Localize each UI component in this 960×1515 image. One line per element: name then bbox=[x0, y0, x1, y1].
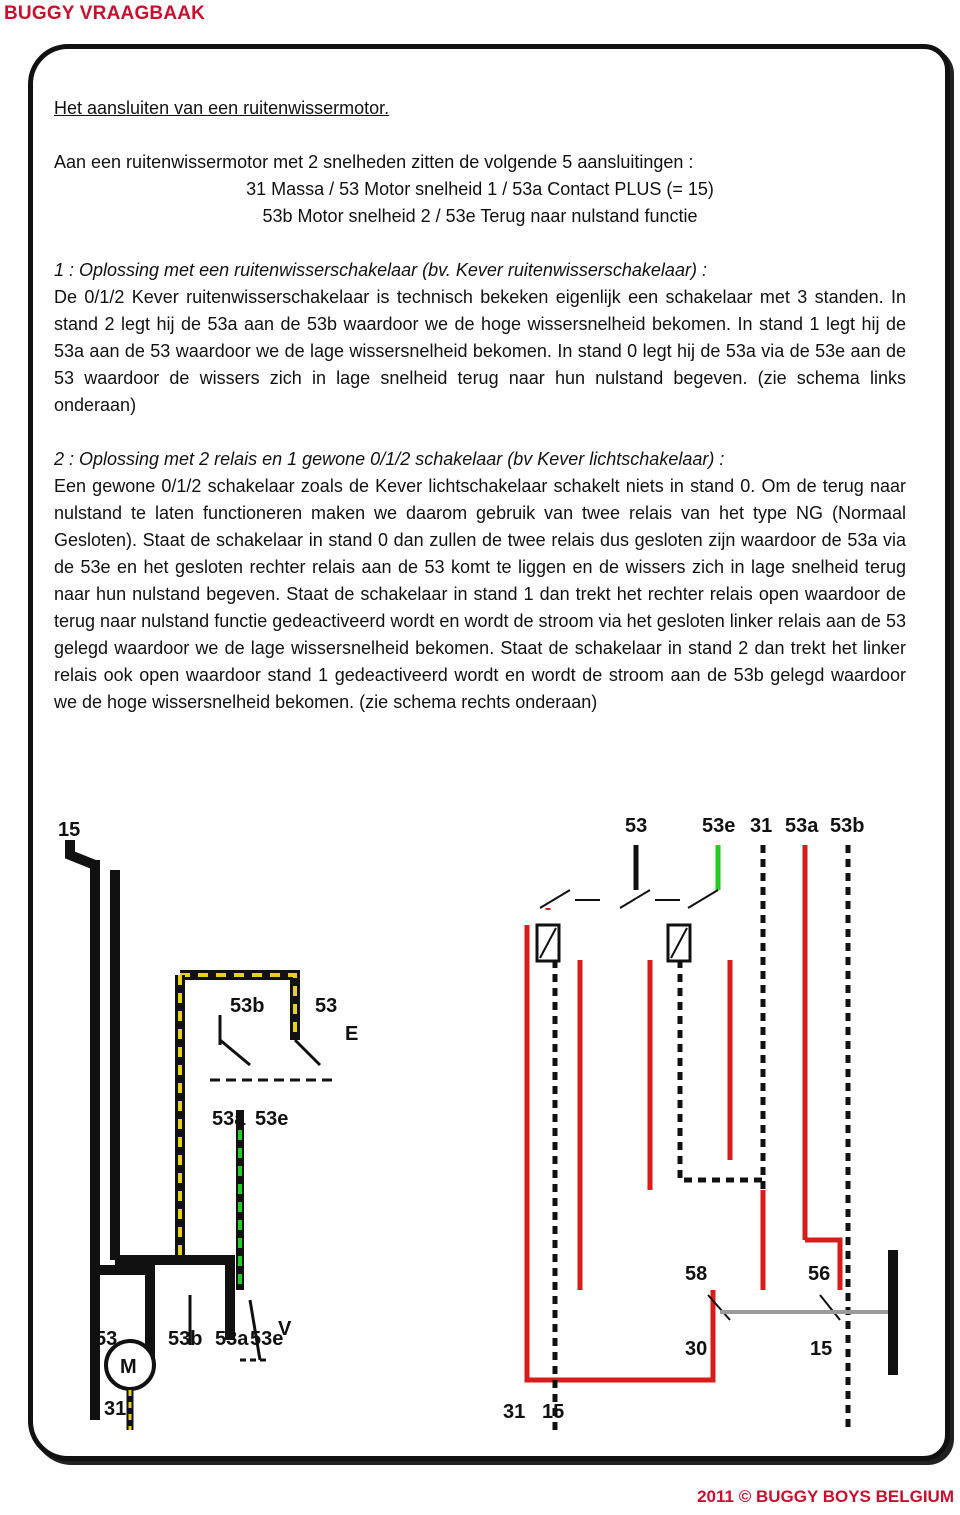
connections-line-2: 53b Motor snelheid 2 / 53e Terug naar nulstand functie bbox=[262, 206, 698, 226]
motor-symbol-label: M bbox=[120, 1356, 137, 1378]
solution1-heading: 1 : Oplossing met een ruitenwisserschakelaar (bv. Kever ruitenwisserschakelaar) : bbox=[54, 260, 707, 280]
right-label-53a: 53a bbox=[785, 815, 819, 837]
wiring-diagrams bbox=[40, 800, 920, 1440]
switch-terminal-15: 15 bbox=[810, 1338, 833, 1360]
right-bottom-label-31: 31 bbox=[503, 1401, 526, 1423]
left-label-sw-53b: 53b bbox=[230, 995, 265, 1017]
right-label-53e: 53e bbox=[702, 815, 736, 837]
switch-terminal-58: 58 bbox=[685, 1263, 708, 1285]
right-label-31: 31 bbox=[750, 815, 773, 837]
footer-copyright: 2011 © BUGGY BOYS BELGIUM bbox=[697, 1487, 954, 1506]
right-label-53: 53 bbox=[625, 815, 648, 837]
intro-text: Aan een ruitenwissermotor met 2 snelheden zitten de volgende 5 aansluitingen : bbox=[54, 152, 694, 172]
motor-terminal-53a: 53a bbox=[215, 1328, 249, 1350]
brand-header: BUGGY VRAAGBAAK bbox=[4, 3, 206, 24]
motor-terminal-53e: 53e bbox=[250, 1328, 284, 1350]
left-label-switch-e: E bbox=[345, 1023, 359, 1045]
motor-terminal-53: 53 bbox=[95, 1328, 118, 1350]
left-wiring-diagram bbox=[58, 819, 358, 1430]
article-title: Het aansluiten van een ruitenwissermotor. bbox=[54, 98, 390, 118]
left-label-sw-53: 53 bbox=[315, 995, 338, 1017]
motor-terminal-53b: 53b bbox=[168, 1328, 203, 1350]
solution2-heading: 2 : Oplossing met 2 relais en 1 gewone 0/1/2 schakelaar (bv Kever lichtschakelaar) : bbox=[54, 449, 725, 469]
solution2-text: Een gewone 0/1/2 schakelaar zoals de Kever lichtschakelaar schakelt niets in stand 0. Om de terug naar nulstand te laten functioneren maken we daarom gebruik van twee relais van het type NG (Normaal Gesloten). Staat de schakelaar in stand 0 dan zullen de twee relais dus gesloten zijn waardoor de 53a via de 53e en het gesloten rechter relais aan de 53 komt te liggen en de wissers zich in lage snelheid terug naar hun nulstand begeven. Staat de schakelaar in stand 1 dan trekt het rechter relais open waardoor de terug naar nulstand functie gedeactiveerd wordt en wordt de stroom via het gesloten linker relais aan de 53 gelegd waardoor we de lage wissersnelheid bekomen. Staat de schakelaar in stand 2 dan trekt het linker relais ook open waardoor stand 1 gedeactiveerd wordt en wordt de stroom aan de 53b gelegd waardoor we de hoge wissersnelheid bekomen. (zie schema rechts onderaan) bbox=[54, 476, 906, 712]
switch-terminal-30: 30 bbox=[685, 1338, 708, 1360]
solution1-text: De 0/1/2 Kever ruitenwisserschakelaar is technisch bekeken eigenlijk een schakelaar met 3 standen. In stand 2 legt hij de 53a aan de 53b waardoor we de hoge wissersnelheid bekomen. In stand 1 legt hij de 53a aan de 53 waardoor we de lage wissersnelheid bekomen. In stand 0 legt hij de 53a via de 53e aan de 53 waardoor de wissers zich in lage snelheid terug naar hun nulstand begeven. (zie schema links onderaan) bbox=[54, 287, 906, 415]
motor-ground-31: 31 bbox=[104, 1398, 127, 1420]
left-label-15: 15 bbox=[58, 819, 81, 841]
switch-terminal-56: 56 bbox=[808, 1263, 831, 1285]
right-bottom-label-15: 15 bbox=[542, 1401, 565, 1423]
right-wiring-diagram bbox=[503, 815, 898, 1430]
article-body bbox=[54, 95, 906, 716]
left-label-53e: 53e bbox=[255, 1108, 289, 1130]
connections-line-1: 31 Massa / 53 Motor snelheid 1 / 53a Contact PLUS (= 15) bbox=[246, 179, 714, 199]
right-label-53b: 53b bbox=[830, 815, 865, 837]
limit-switch-v: V bbox=[278, 1318, 292, 1340]
left-label-53a: 53a bbox=[212, 1108, 246, 1130]
